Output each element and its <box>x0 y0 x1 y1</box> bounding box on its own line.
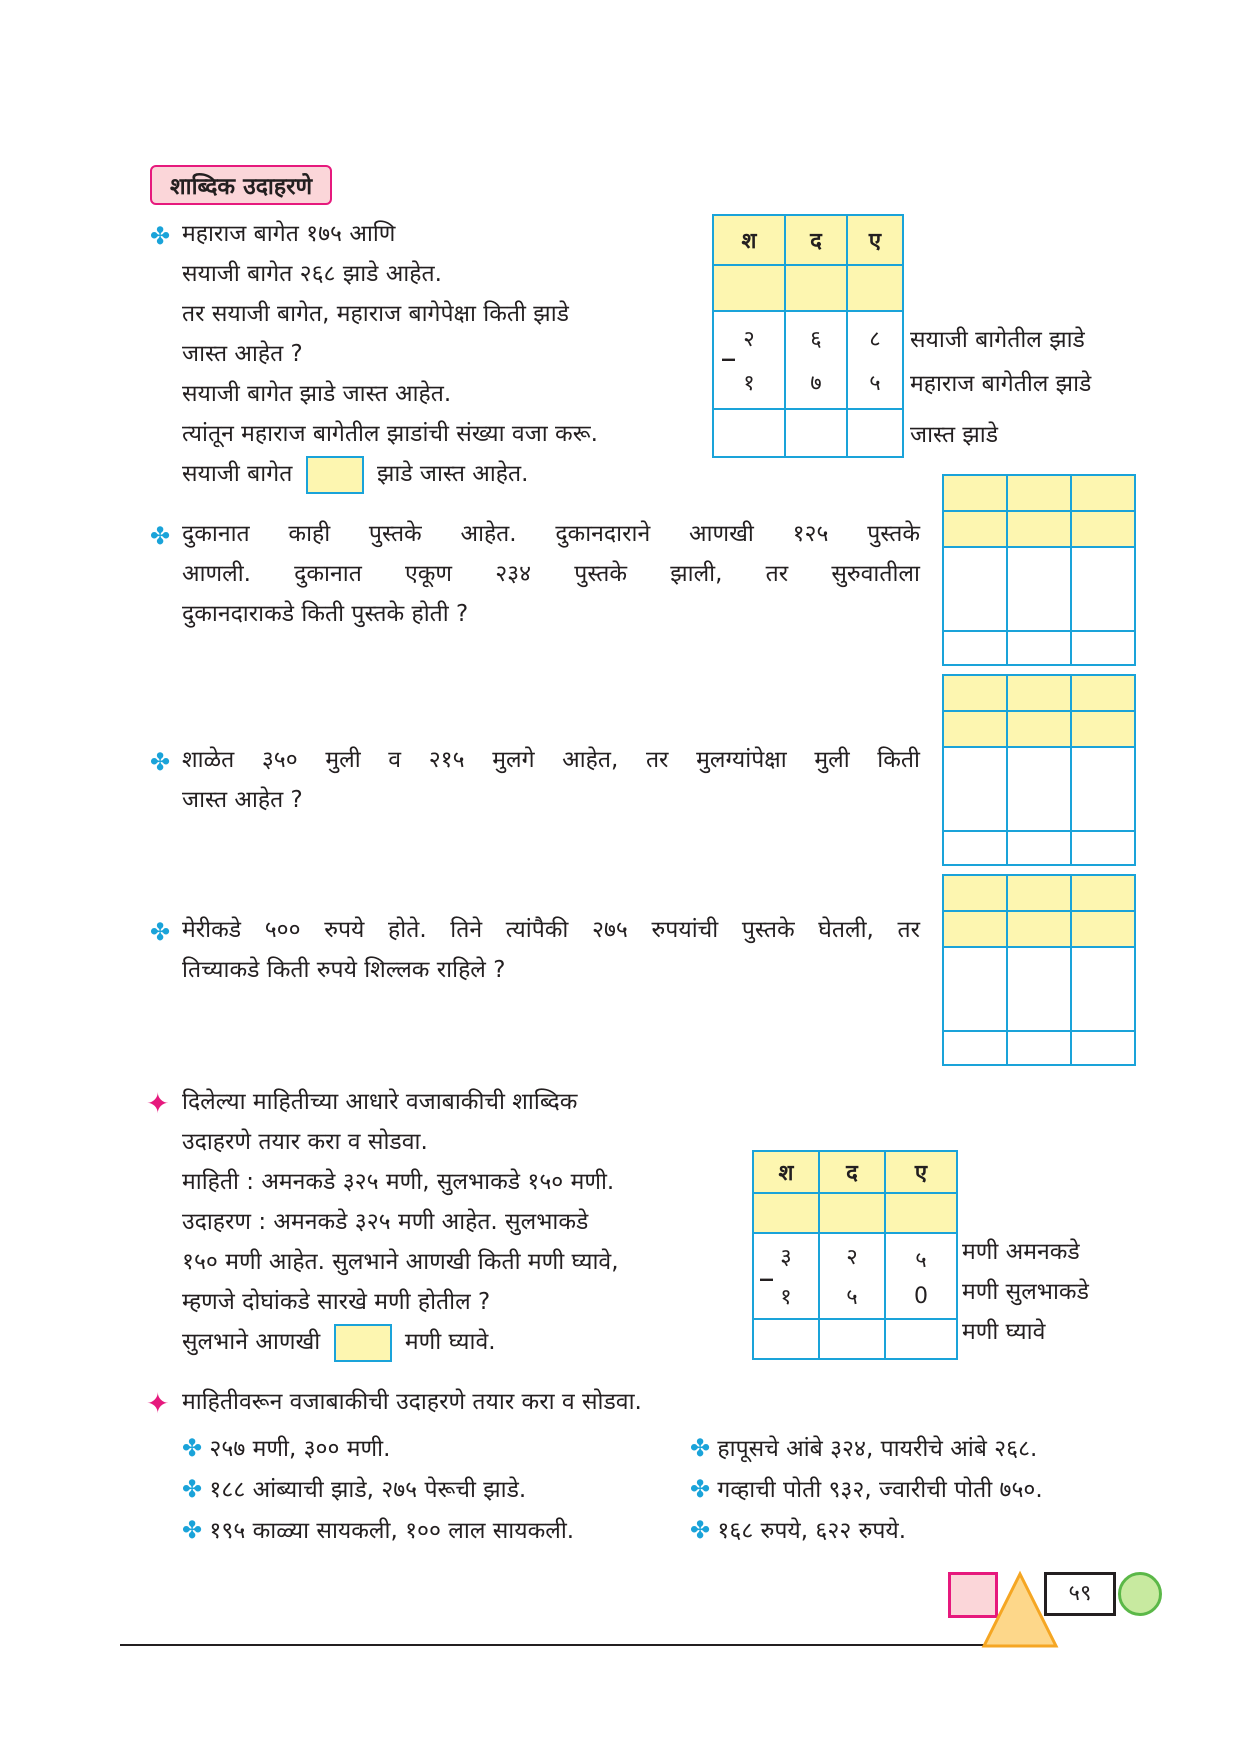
cell <box>753 1319 819 1359</box>
cell <box>885 1319 957 1359</box>
ex4-line: तिच्याकडे किती रुपये शिल्लक राहिले ? <box>182 957 506 983</box>
ex4-line: मेरीकडे ५०० रुपये होते. तिने त्यांपैकी २७५ रुपयांची पुस्तके घेतली, तर <box>182 917 920 943</box>
cell <box>1007 547 1071 631</box>
cell <box>1071 511 1135 547</box>
star-bullet-icon: ✦ <box>146 1387 170 1420</box>
side-label: मणी सुलभाकडे <box>962 1279 1089 1305</box>
cell <box>713 409 785 457</box>
ex3-answer-table <box>942 674 1136 866</box>
cell <box>1007 747 1071 831</box>
task1-answer-suffix: मणी घ्यावे. <box>404 1329 496 1355</box>
cell <box>753 1193 819 1233</box>
bullet-icon: ✤ <box>150 748 171 776</box>
bullet-icon: ✤ <box>690 1516 711 1544</box>
digit: 0 <box>914 1283 928 1309</box>
list-item-text: २५७ मणी, ३०० मणी. <box>209 1436 391 1462</box>
section-title: शाब्दिक उदाहरणे <box>150 165 332 205</box>
ex2-line: दुकानात काही पुस्तके आहेत. दुकानदाराने आणखी १२५ पुस्तके <box>182 521 920 547</box>
side-label: मणी अमनकडे <box>962 1239 1080 1265</box>
side-label: सयाजी बागेतील झाडे <box>910 327 1085 353</box>
ex1-line: तर सयाजी बागेत, महाराज बागेपेक्षा किती झाडे <box>182 301 569 327</box>
task1-text <box>182 1082 619 1362</box>
cell <box>713 265 785 311</box>
cell <box>943 675 1007 711</box>
header-dashak: द <box>785 215 847 265</box>
list-item-text: १६८ रुपये, ६२२ रुपये. <box>717 1518 907 1544</box>
cell <box>1007 1031 1071 1065</box>
page-number: ५९ <box>1044 1572 1116 1616</box>
ex2-line: आणली. दुकानात एकूण २३४ पुस्तके झाली, तर सुरुवातीला <box>182 561 920 587</box>
cell <box>1071 631 1135 665</box>
cell <box>1071 875 1135 911</box>
digit: ३ <box>780 1245 792 1270</box>
cell <box>1071 547 1135 631</box>
list-item <box>690 1428 1043 1469</box>
ex1-answer-box[interactable] <box>306 456 364 494</box>
cell <box>885 1233 957 1319</box>
ex1-answer-suffix: झाडे जास्त आहेत. <box>376 461 529 487</box>
digit: २ <box>743 327 755 352</box>
ex1-answer-line <box>182 454 598 494</box>
ex2-line: दुकानदाराकडे किती पुस्तके होती ? <box>182 601 469 627</box>
green-circle-icon <box>1118 1572 1162 1616</box>
cell <box>943 911 1007 947</box>
ex1-line: सयाजी बागेत २६८ झाडे आहेत. <box>182 261 442 287</box>
cell <box>943 631 1007 665</box>
task1-line: उदाहरणे तयार करा व सोडवा. <box>182 1129 428 1155</box>
list-item-text: १९५ काळ्या सायकली, १०० लाल सायकली. <box>209 1518 575 1544</box>
digit: ५ <box>846 1285 858 1310</box>
cell <box>819 1233 885 1319</box>
task1-answer-line <box>182 1322 619 1362</box>
cell <box>943 947 1007 1031</box>
cell <box>1071 711 1135 747</box>
header-shatak: श <box>753 1151 819 1193</box>
header-dashak: द <box>819 1151 885 1193</box>
digit: ५ <box>915 1247 927 1273</box>
ex1-answer-prefix: सयाजी बागेत <box>182 461 293 487</box>
cell <box>885 1193 957 1233</box>
ex3-line: जास्त आहेत ? <box>182 787 303 813</box>
ex1-place-value-table <box>712 214 904 458</box>
digit: २ <box>846 1245 858 1270</box>
cell <box>785 265 847 311</box>
cell <box>1071 747 1135 831</box>
digit: १ <box>743 371 755 396</box>
list-item-text: १८८ आंब्याची झाडे, २७५ पेरूची झाडे. <box>209 1477 527 1503</box>
header-ekak: ए <box>885 1151 957 1193</box>
ex1-line: त्यांतून महाराज बागेतील झाडांची संख्या वजा करू. <box>182 421 598 447</box>
cell <box>943 511 1007 547</box>
ex2-text <box>182 514 920 634</box>
header-shatak: श <box>713 215 785 265</box>
star-bullet-icon: ✦ <box>146 1087 170 1120</box>
side-label: मणी घ्यावे <box>962 1319 1046 1345</box>
list-item <box>182 1428 574 1469</box>
cell <box>753 1233 819 1319</box>
digit: ५ <box>869 371 881 396</box>
cell <box>785 409 847 457</box>
list-item-text: गव्हाची पोती ९३२, ज्वारीची पोती ७५०. <box>717 1477 1043 1503</box>
bullet-icon: ✤ <box>150 522 171 550</box>
ex2-answer-table <box>942 474 1136 666</box>
side-label: महाराज बागेतील झाडे <box>910 371 1092 397</box>
ex3-text <box>182 740 920 820</box>
list-item-text: हापूसचे आंबे ३२४, पायरीचे आंबे २६८. <box>717 1436 1038 1462</box>
cell <box>1007 675 1071 711</box>
cell <box>847 265 903 311</box>
cell <box>943 475 1007 511</box>
cell <box>943 1031 1007 1065</box>
list-item <box>690 1469 1043 1510</box>
task1-line: म्हणजे दोघांकडे सारखे मणी होतील ? <box>182 1289 491 1315</box>
bullet-icon: ✤ <box>182 1475 203 1503</box>
digit: ८ <box>869 327 881 352</box>
task2-right-list <box>690 1428 1043 1551</box>
ex4-text <box>182 910 920 990</box>
bullet-icon: ✤ <box>182 1516 203 1544</box>
list-item <box>182 1469 574 1510</box>
ex1-text <box>182 214 598 494</box>
task1-place-value-table <box>752 1150 958 1360</box>
bullet-icon: ✤ <box>150 918 171 946</box>
cell <box>819 1319 885 1359</box>
ex1-line: जास्त आहेत ? <box>182 341 303 367</box>
footer-rule <box>120 1644 990 1646</box>
cell <box>713 311 785 409</box>
cell <box>1007 711 1071 747</box>
cell <box>1007 475 1071 511</box>
minus-sign: _ <box>760 1252 773 1282</box>
side-label: जास्त झाडे <box>910 422 999 448</box>
header-ekak: ए <box>847 215 903 265</box>
cell <box>847 311 903 409</box>
cell <box>785 311 847 409</box>
ex3-line: शाळेत ३५० मुली व २१५ मुलगे आहेत, तर मुलग्यांपेक्षा मुली किती <box>182 747 920 773</box>
cell <box>1007 511 1071 547</box>
cell <box>1007 947 1071 1031</box>
cell <box>943 747 1007 831</box>
cell <box>1071 475 1135 511</box>
task1-line: माहिती : अमनकडे ३२५ मणी, सुलभाकडे १५० मणी. <box>182 1169 615 1195</box>
digit: ६ <box>810 327 822 352</box>
cell <box>819 1193 885 1233</box>
ex1-line: महाराज बागेत १७५ आणि <box>182 221 396 247</box>
ex1-line: सयाजी बागेत झाडे जास्त आहेत. <box>182 381 452 407</box>
cell <box>1071 675 1135 711</box>
minus-sign: _ <box>722 332 735 362</box>
list-item <box>690 1510 1043 1551</box>
cell <box>943 711 1007 747</box>
cell <box>1071 911 1135 947</box>
task2-left-list <box>182 1428 574 1551</box>
bullet-icon: ✤ <box>690 1475 711 1503</box>
cell <box>943 831 1007 865</box>
bullet-icon: ✤ <box>182 1434 203 1462</box>
digit: ७ <box>810 371 822 396</box>
cell <box>1007 875 1071 911</box>
task1-line: १५० मणी आहेत. सुलभाने आणखी किती मणी घ्यावे, <box>182 1249 619 1275</box>
cell <box>943 547 1007 631</box>
cell <box>1007 631 1071 665</box>
ex4-answer-table <box>942 874 1136 1066</box>
cell <box>847 409 903 457</box>
task2-title: माहितीवरून वजाबाकीची उदाहरणे तयार करा व सोडवा. <box>182 1389 642 1415</box>
task1-line: दिलेल्या माहितीच्या आधारे वजाबाकीची शाब्दिक <box>182 1089 578 1115</box>
bullet-icon: ✤ <box>690 1434 711 1462</box>
task1-line: उदाहरण : अमनकडे ३२५ मणी आहेत. सुलभाकडे <box>182 1209 589 1235</box>
bullet-icon: ✤ <box>150 222 171 250</box>
cell <box>1007 911 1071 947</box>
list-item <box>182 1510 574 1551</box>
cell <box>943 875 1007 911</box>
task1-answer-prefix: सुलभाने आणखी <box>182 1329 321 1355</box>
digit: १ <box>780 1285 792 1310</box>
cell <box>1071 947 1135 1031</box>
task1-answer-box[interactable] <box>334 1324 392 1362</box>
cell <box>1007 831 1071 865</box>
cell <box>1071 831 1135 865</box>
cell <box>1071 1031 1135 1065</box>
